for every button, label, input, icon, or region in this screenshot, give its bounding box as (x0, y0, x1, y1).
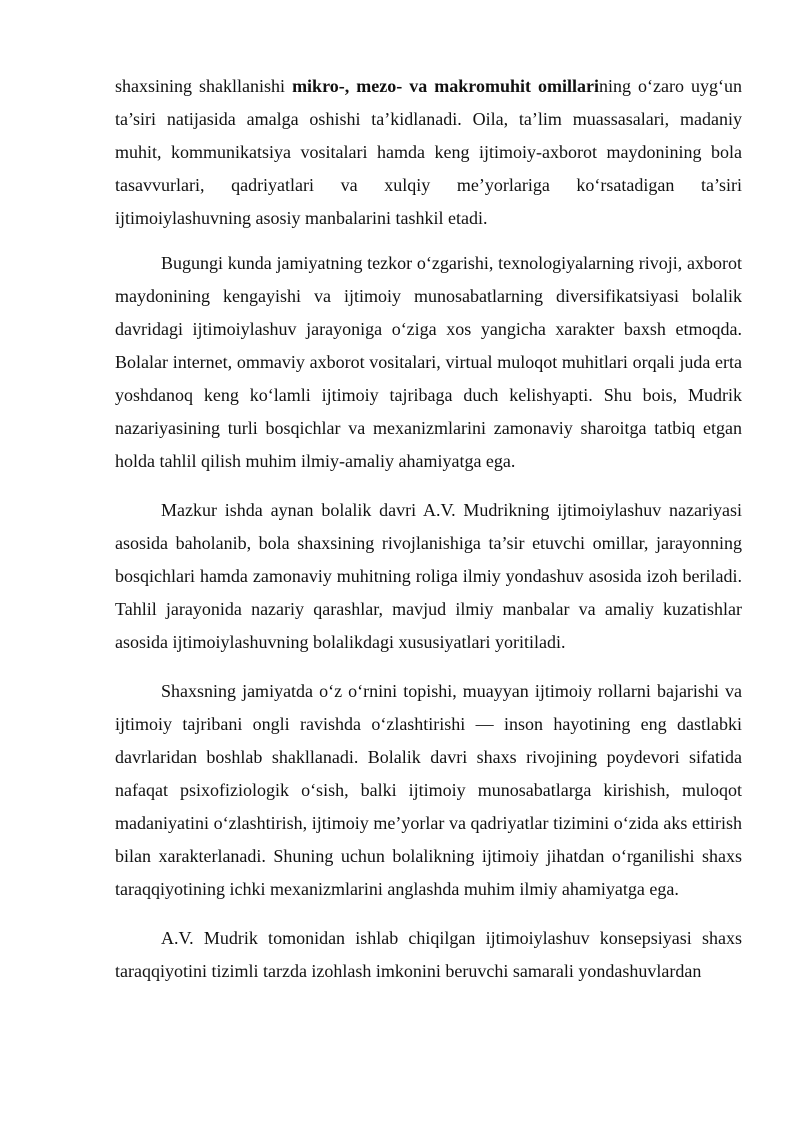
paragraph-3: Mazkur ishda aynan bolalik davri A.V. Mudrikning ijtimoiylashuv nazariyasi asosida baholanib, bola shaxsining rivojlanishiga ta’sir etuvchi omillar, jarayonning bosqichlari hamda zamonaviy muhitning roliga ilmiy yondashuv asosida izoh beriladi. Tahlil jarayonida nazariy qarashlar, mavjud ilmiy manbalar va amaliy kuzatishlar asosida ijtimoiylashuvning bolalikdagi xususiyatlari yoritiladi. (115, 500, 742, 652)
paragraph-1 (115, 70, 742, 235)
emphasized-term: mikro-, mezo- va makromuhit omillari (292, 76, 599, 96)
paragraph-1-start: shaxsining shakllanishi (115, 76, 293, 96)
paragraph-1-end: ning o‘zaro uyg‘un ta’siri natijasida amalga oshishi ta’kidlanadi. Oila, ta’lim muassasalari, madaniy muhit, kommunikatsiya vositalari hamda keng ijtimoiy-axborot maydonining bola tasavvurlari, qadriyatlari va xulqiy me’yorlariga ko‘rsatadigan ta’siri ijtimoiylashuvning asosiy manbalarini tashkil etadi. (115, 76, 743, 228)
paragraph-4: Shaxsning jamiyatda o‘z o‘rnini topishi, muayyan ijtimoiy rollarni bajarishi va ijtimoiy tajribani ongli ravishda o‘zlashtirishi — inson hayotining eng dastlabki davrlaridan boshlab shakllanadi. Bolalik davri shaxs rivojining poydevori sifatida nafaqat psixofiziologik o‘sish, balki ijtimoiy munosabatlarga kirishish, muloqot madaniyatini o‘zlashtirish, ijtimoiy me’yorlar va qadriyatlar tizimini o‘zida aks ettirish bilan xarakterlanadi. Shuning uchun bolalikning ijtimoiy jihatdan o‘rganilishi shaxs taraqqiyotining ichki mexanizmlarini anglashda muhim ilmiy ahamiyatga ega. (115, 681, 742, 899)
paragraph-2: Bugungi kunda jamiyatning tezkor o‘zgarishi, texnologiyalarning rivoji, axborot maydonining kengayishi va ijtimoiy munosabatlarning diversifikatsiyasi bolalik davridagi ijtimoiylashuv jarayoniga o‘ziga xos yangicha xarakter baxsh etmoqda. Bolalar internet, ommaviy axborot vositalari, virtual muloqot muhitlari orqali juda erta yoshdanoq keng ko‘lamli ijtimoiy tajribaga duch kelishyapti. Shu bois, Mudrik nazariyasining turli bosqichlar va mexanizmlarini zamonaviy sharoitga tatbiq etgan holda tahlil qilish muhim ilmiy-amaliy ahamiyatga ega. (115, 253, 742, 471)
paragraph-5: A.V. Mudrik tomonidan ishlab chiqilgan ijtimoiylashuv konsepsiyasi shaxs taraqqiyotini tizimli tarzda izohlash imkonini beruvchi samarali yondashuvlardan (115, 928, 742, 981)
